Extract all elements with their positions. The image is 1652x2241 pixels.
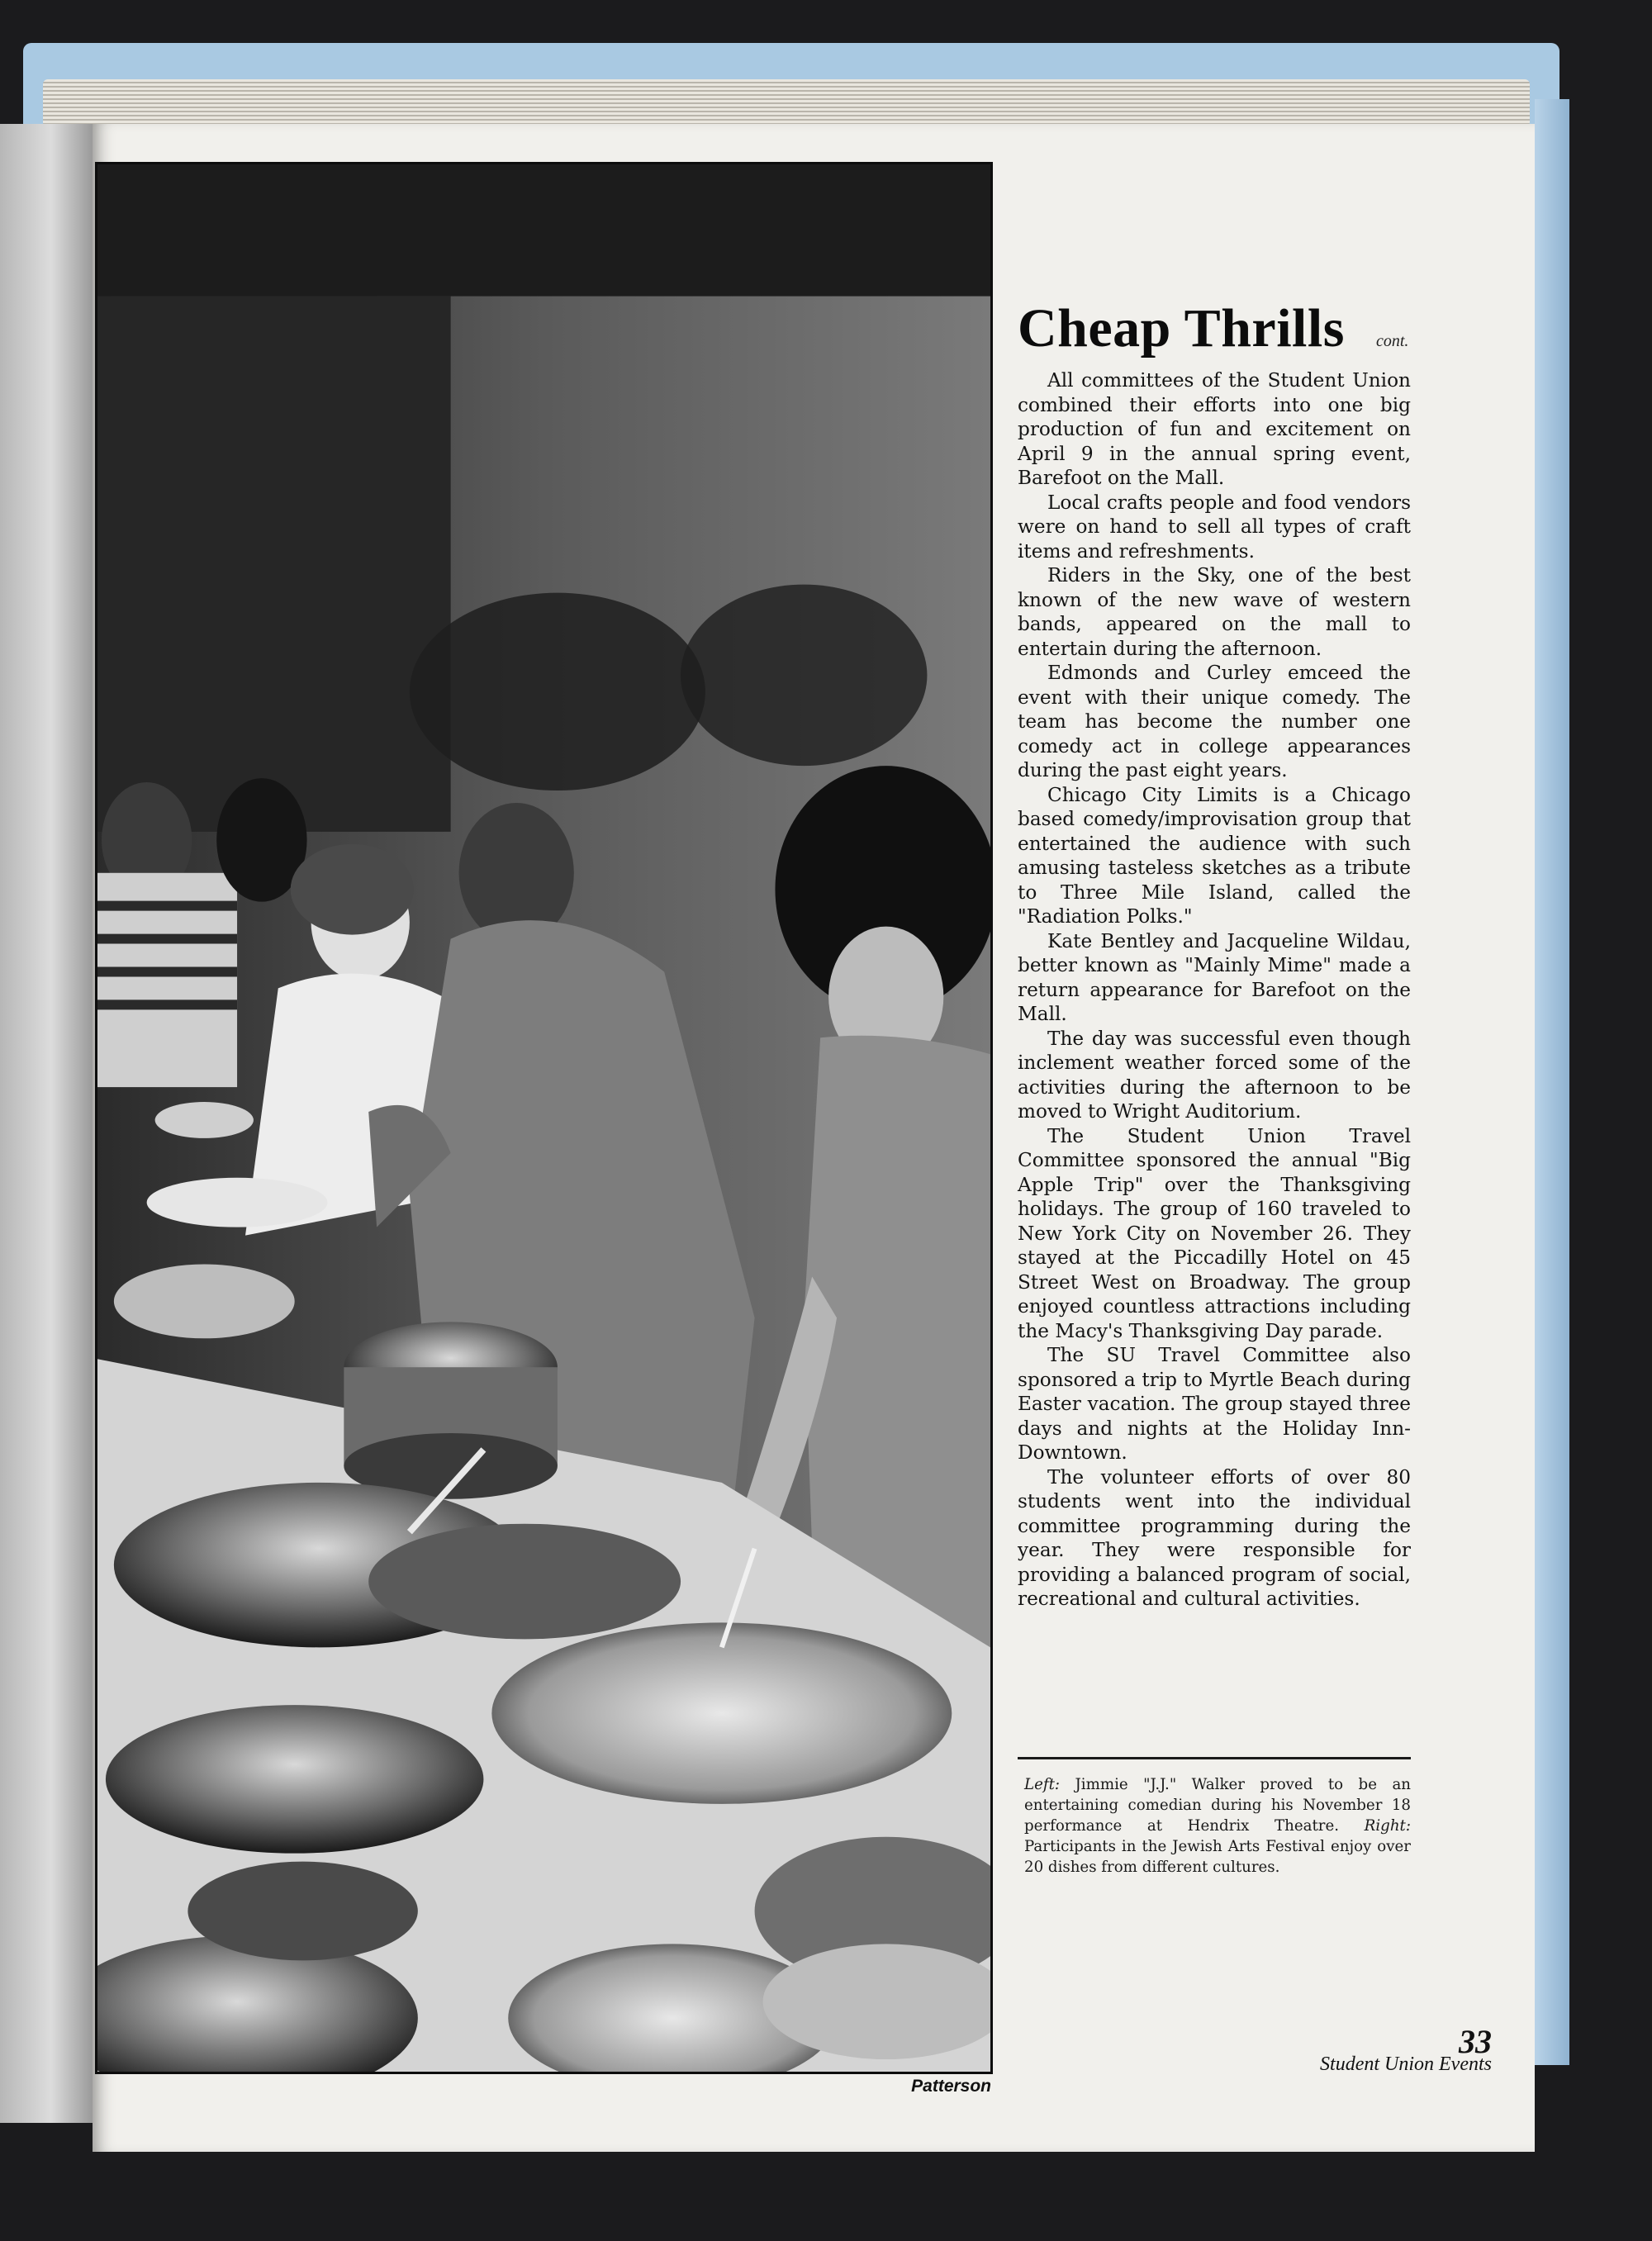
caption-right-text: Participants in the Jewish Arts Festival enjoy over 20 dishes from different cultures. [1024, 1838, 1411, 1876]
caption-right-label: Right: [1364, 1817, 1411, 1835]
article-title: Cheap Thrills [1018, 298, 1345, 358]
page-edges [43, 79, 1530, 127]
article-body [1018, 368, 1411, 1612]
book-cover-right [1535, 99, 1569, 2065]
section-title: Student Union Events [1320, 2053, 1492, 2075]
article-paragraph: Chicago City Limits is a Chicago based comedy/improvisation group that entertained the audience with such amusing tasteless sketches as a tribute to Three Mile Island, called the "Radiation Polks." [1018, 783, 1411, 928]
photo-credit: Patterson [911, 2077, 991, 2096]
buffet-photo-image [97, 164, 990, 2072]
article-paragraph: The volunteer efforts of over 80 students went into the individual committee programming during the year. They were responsible for providing a balanced program of social, recreational and cultural activities. [1018, 1465, 1411, 1610]
article-paragraph: Edmonds and Curley emceed the event with their unique comedy. The team has become the number one comedy act in college appearances during the past eight years. [1018, 662, 1411, 781]
facing-page-edge [0, 124, 93, 2123]
title-continued-note: cont. [1376, 332, 1409, 350]
article-paragraph: All committees of the Student Union combined their efforts into one big production of fun and excitement on April 9 in the annual spring event, Barefoot on the Mall. [1018, 369, 1411, 489]
caption-left-text: Jimmie "J.J." Walker proved to be an entertaining comedian during his November 18 performance at Hendrix Theatre. [1024, 1776, 1411, 1835]
article-paragraph: The day was successful even though inclement weather forced some of the activities during the afternoon to be moved to Wright Auditorium. [1018, 1027, 1411, 1123]
page-number: 33 [1459, 2023, 1492, 2060]
photo-caption [1024, 1774, 1411, 1878]
buffet-photo [95, 162, 993, 2074]
caption-divider [1018, 1757, 1411, 1759]
article-paragraph: Local crafts people and food vendors were on hand to sell all types of craft items and refreshments. [1018, 491, 1411, 563]
article-paragraph: The Student Union Travel Committee sponsored the annual "Big Apple Trip" over the Thanksgiving holidays. The group of 160 traveled to New York City on November 26. They stayed at the Piccadilly Hotel on 45 Street West on Broadway. The group enjoyed countless attractions including the Macy's Thanksgiving Day parade. [1018, 1124, 1411, 1342]
caption-left-label: Left: [1024, 1776, 1061, 1793]
article-paragraph: The SU Travel Committee also sponsored a trip to Myrtle Beach during Easter vacation. The group stayed three days and nights at the Holiday Inn-Downtown. [1018, 1344, 1411, 1464]
article-paragraph: Riders in the Sky, one of the best known of the new wave of western bands, appeared on the mall to entertain during the afternoon. [1018, 564, 1411, 660]
article-paragraph: Kate Bentley and Jacqueline Wildau, better known as "Mainly Mime" made a return appearance for Barefoot on the Mall. [1018, 929, 1411, 1025]
